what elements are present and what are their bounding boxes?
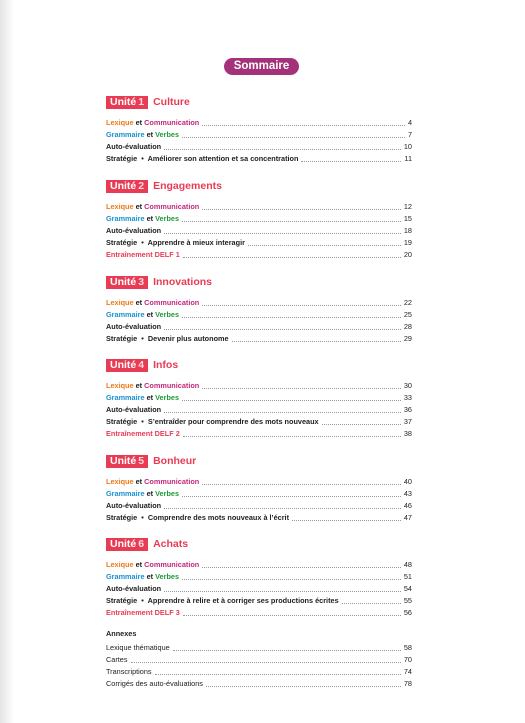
toc-row[interactable] [106, 558, 412, 570]
dot-leader [301, 161, 401, 162]
page-number: 12 [403, 202, 412, 212]
toc-label-part: Lexique [106, 118, 134, 128]
dot-leader [164, 412, 401, 413]
toc-row[interactable] [106, 248, 412, 260]
unit-title: Engagements [153, 180, 222, 192]
toc-label-part: Communication [144, 298, 200, 308]
toc-label-part: Communication [144, 202, 200, 212]
dot-leader [164, 149, 401, 150]
annex-row[interactable] [106, 653, 412, 665]
dot-leader [182, 400, 401, 401]
toc-label-part: Verbes [155, 130, 180, 140]
toc-row-label [106, 298, 199, 308]
toc-row[interactable] [106, 606, 412, 618]
unit-badge-number: 4 [138, 358, 145, 371]
toc-label-part: Grammaire [106, 489, 145, 499]
toc-label-part: Communication [144, 118, 200, 128]
toc-row[interactable] [106, 379, 412, 391]
page-number: 20 [403, 250, 412, 260]
toc-label-part: Stratégie • Apprendre à mieux interagir [106, 238, 245, 248]
toc-row[interactable] [106, 594, 412, 606]
page-number: 47 [403, 513, 412, 523]
toc-row[interactable] [106, 332, 412, 344]
toc-label-part: et [133, 118, 145, 128]
toc-label-part: Stratégie • Apprendre à relire et à corriger ses productions écrites [106, 596, 339, 606]
unit-title: Culture [153, 96, 190, 108]
unit-badge-label: Unité [110, 358, 137, 371]
dot-leader [173, 650, 401, 651]
dot-leader [164, 329, 401, 330]
toc-label-part: Auto-évaluation [106, 584, 162, 594]
unit-title: Innovations [153, 276, 213, 288]
toc-row-label [106, 381, 199, 391]
toc-label-part: Lexique [106, 381, 134, 391]
toc-label-part: Auto-évaluation [106, 142, 162, 152]
annex-row-label: Cartes [106, 655, 128, 665]
toc-row-label [106, 489, 179, 499]
toc-row-label [106, 584, 161, 594]
toc-label-part: Grammaire [106, 214, 145, 224]
annexes-list [106, 641, 412, 689]
toc-row-label [106, 334, 229, 344]
toc-row-label [106, 322, 161, 332]
unit-block-6 [106, 537, 412, 618]
toc-row-label [106, 310, 179, 320]
toc-label-part: Stratégie • Devenir plus autonome [106, 334, 229, 344]
annex-row[interactable] [106, 641, 412, 653]
toc-row-label [106, 405, 161, 415]
toc-row[interactable] [106, 391, 412, 403]
unit-title: Infos [153, 359, 179, 371]
toc-label-part: et [144, 572, 156, 582]
page-number: 70 [403, 655, 412, 665]
toc-label-part: Grammaire [106, 310, 145, 320]
page-number: 46 [403, 501, 412, 511]
toc-row[interactable] [106, 320, 412, 332]
toc-row[interactable] [106, 224, 412, 236]
dot-leader [183, 436, 401, 437]
toc-label-part: Entraînement DELF 3 [106, 608, 180, 618]
toc-label-part: Lexique [106, 298, 134, 308]
unit-title: Achats [153, 538, 189, 550]
toc-row-label [106, 429, 180, 439]
toc-label-part: Auto-évaluation [106, 322, 162, 332]
dot-leader [164, 591, 401, 592]
toc-label-part: Lexique [106, 560, 134, 570]
unit-badge [106, 455, 148, 468]
page-number: 51 [403, 572, 412, 582]
page-number: 7 [407, 130, 412, 140]
toc-row[interactable] [106, 152, 412, 164]
toc-row-label [106, 417, 319, 427]
page-number: 37 [403, 417, 412, 427]
toc-row[interactable] [106, 427, 412, 439]
page-number: 38 [403, 429, 412, 439]
unit-badge [106, 180, 148, 193]
dot-leader [206, 686, 401, 687]
dot-leader [202, 305, 401, 306]
dot-leader [202, 125, 405, 126]
annex-row-label: Corrigés des auto-évaluations [106, 679, 203, 689]
toc-label-part: Lexique [106, 202, 134, 212]
toc-label-part: et [144, 310, 156, 320]
annex-row[interactable] [106, 665, 412, 677]
toc-row-label [106, 560, 199, 570]
page-number: 54 [403, 584, 412, 594]
toc-label-part: Lexique [106, 477, 134, 487]
dot-leader [232, 341, 401, 342]
toc-label-part: et [133, 298, 145, 308]
toc-row-label [106, 477, 199, 487]
annex-row-label: Transcriptions [106, 667, 152, 677]
toc-label-part: Stratégie • S’entraîder pour comprendre des mots nouveaux [106, 417, 319, 427]
toc-label-part: et [144, 130, 156, 140]
toc-label-part: Auto-évaluation [106, 226, 162, 236]
annex-row-label: Lexique thématique [106, 643, 170, 653]
toc-label-part: et [144, 489, 156, 499]
toc-label-part: Verbes [155, 214, 180, 224]
unit-badge [106, 538, 148, 551]
page-number: 11 [404, 154, 412, 164]
toc-row-label [106, 118, 199, 128]
toc-label-part: Verbes [155, 310, 180, 320]
toc-row[interactable] [106, 128, 412, 140]
unit-header [106, 454, 412, 468]
toc-label-part: Grammaire [106, 130, 145, 140]
unit-header [106, 275, 412, 289]
toc-row[interactable] [106, 308, 412, 320]
toc-row-label [106, 130, 179, 140]
toc-label-part: Verbes [155, 572, 180, 582]
unit-title: Bonheur [153, 455, 197, 467]
page-number: 55 [403, 596, 412, 606]
toc-label-part: Communication [144, 381, 200, 391]
page-number: 48 [403, 560, 412, 570]
unit-badge-label: Unité [110, 537, 137, 550]
page-number: 19 [403, 238, 412, 248]
toc-row-label [106, 608, 180, 618]
toc-row-label [106, 501, 161, 511]
toc-label-part: et [144, 393, 156, 403]
toc-label-part: Communication [144, 560, 200, 570]
unit-badge-label: Unité [110, 454, 137, 467]
page-number: 58 [403, 643, 412, 653]
unit-badge-number: 1 [138, 95, 145, 108]
toc-row-label [106, 596, 339, 606]
unit-header [106, 95, 412, 109]
page-number: 36 [403, 405, 412, 415]
dot-leader [292, 520, 401, 521]
unit-badge-number: 3 [138, 275, 145, 288]
toc-label-part: Grammaire [106, 572, 145, 582]
toc-row[interactable] [106, 403, 412, 415]
unit-block-3 [106, 275, 412, 344]
toc-label-part: Stratégie • Améliorer son attention et sa concentration [106, 154, 299, 164]
dot-leader [342, 603, 401, 604]
toc-row[interactable] [106, 116, 412, 128]
toc-row-label [106, 393, 179, 403]
toc-row[interactable] [106, 499, 412, 511]
toc-label-part: Entraînement DELF 2 [106, 429, 180, 439]
page-number: 30 [403, 381, 412, 391]
page-title: Sommaire [224, 58, 299, 75]
toc-label-part: et [144, 214, 156, 224]
toc-row-label [106, 202, 199, 212]
unit-block-1 [106, 95, 412, 164]
dot-leader [248, 245, 401, 246]
toc-row[interactable] [106, 296, 412, 308]
dot-leader [202, 484, 401, 485]
unit-badge-number: 5 [138, 454, 145, 467]
toc-row-label [106, 513, 289, 523]
dot-leader [164, 508, 401, 509]
dot-leader [182, 496, 401, 497]
toc-label-part: Auto-évaluation [106, 501, 162, 511]
page-number: 78 [403, 679, 412, 689]
unit-badge-label: Unité [110, 275, 137, 288]
toc-label-part: et [133, 202, 145, 212]
toc-label-part: Verbes [155, 489, 180, 499]
toc-row-label [106, 238, 245, 248]
dot-leader [182, 137, 405, 138]
unit-header [106, 179, 412, 193]
toc-label-part: Grammaire [106, 393, 145, 403]
toc-row[interactable] [106, 200, 412, 212]
toc-row[interactable] [106, 475, 412, 487]
page-number: 25 [403, 310, 412, 320]
dot-leader [202, 567, 401, 568]
dot-leader [182, 579, 401, 580]
dot-leader [183, 257, 401, 258]
page-number: 56 [403, 608, 412, 618]
toc-row[interactable] [106, 511, 412, 523]
unit-badge-number: 2 [138, 179, 145, 192]
page-number: 29 [403, 334, 412, 344]
toc-row[interactable] [106, 236, 412, 248]
dot-leader [202, 209, 401, 210]
dot-leader [182, 221, 401, 222]
toc-label-part: et [133, 560, 145, 570]
toc-row[interactable] [106, 582, 412, 594]
page-number: 74 [403, 667, 412, 677]
unit-header [106, 358, 412, 372]
toc-label-part: Communication [144, 477, 200, 487]
toc-row-label [106, 214, 179, 224]
unit-badge-number: 6 [138, 537, 145, 550]
unit-block-2 [106, 179, 412, 260]
toc-label-part: et [133, 381, 145, 391]
toc-row-label [106, 226, 161, 236]
toc-row-label [106, 250, 180, 260]
page-number: 28 [403, 322, 412, 332]
page-number: 22 [403, 298, 412, 308]
unit-badge-label: Unité [110, 95, 137, 108]
dot-leader [164, 233, 401, 234]
unit-block-5 [106, 454, 412, 523]
toc-row-label [106, 142, 161, 152]
annexes-section [106, 629, 412, 689]
page-number: 33 [403, 393, 412, 403]
toc-label-part: Auto-évaluation [106, 405, 162, 415]
page-edge-shadow [0, 0, 14, 723]
dot-leader [202, 388, 401, 389]
page-number: 40 [403, 477, 412, 487]
page-number: 10 [403, 142, 412, 152]
toc-label-part: et [133, 477, 145, 487]
toc-row[interactable] [106, 570, 412, 582]
toc-row[interactable] [106, 487, 412, 499]
page-number: 4 [407, 118, 412, 128]
toc-row[interactable] [106, 140, 412, 152]
dot-leader [131, 662, 401, 663]
unit-badge [106, 276, 148, 289]
page-number: 43 [403, 489, 412, 499]
page-number: 18 [403, 226, 412, 236]
dot-leader [322, 424, 401, 425]
toc-row-label [106, 154, 298, 164]
toc-label-part: Verbes [155, 393, 180, 403]
toc-label-part: Entraînement DELF 1 [106, 250, 180, 260]
unit-badge-label: Unité [110, 179, 137, 192]
unit-badge [106, 96, 148, 109]
unit-block-4 [106, 358, 412, 439]
dot-leader [155, 674, 401, 675]
toc-label-part: Stratégie • Comprendre des mots nouveaux à l’écrit [106, 513, 290, 523]
annexes-title: Annexes [106, 629, 137, 638]
toc-row[interactable] [106, 212, 412, 224]
unit-header [106, 537, 412, 551]
unit-badge [106, 359, 148, 372]
toc-row-label [106, 572, 179, 582]
toc-row[interactable] [106, 415, 412, 427]
annex-row[interactable] [106, 677, 412, 689]
page-number: 15 [403, 214, 412, 224]
dot-leader [183, 615, 401, 616]
dot-leader [182, 317, 401, 318]
